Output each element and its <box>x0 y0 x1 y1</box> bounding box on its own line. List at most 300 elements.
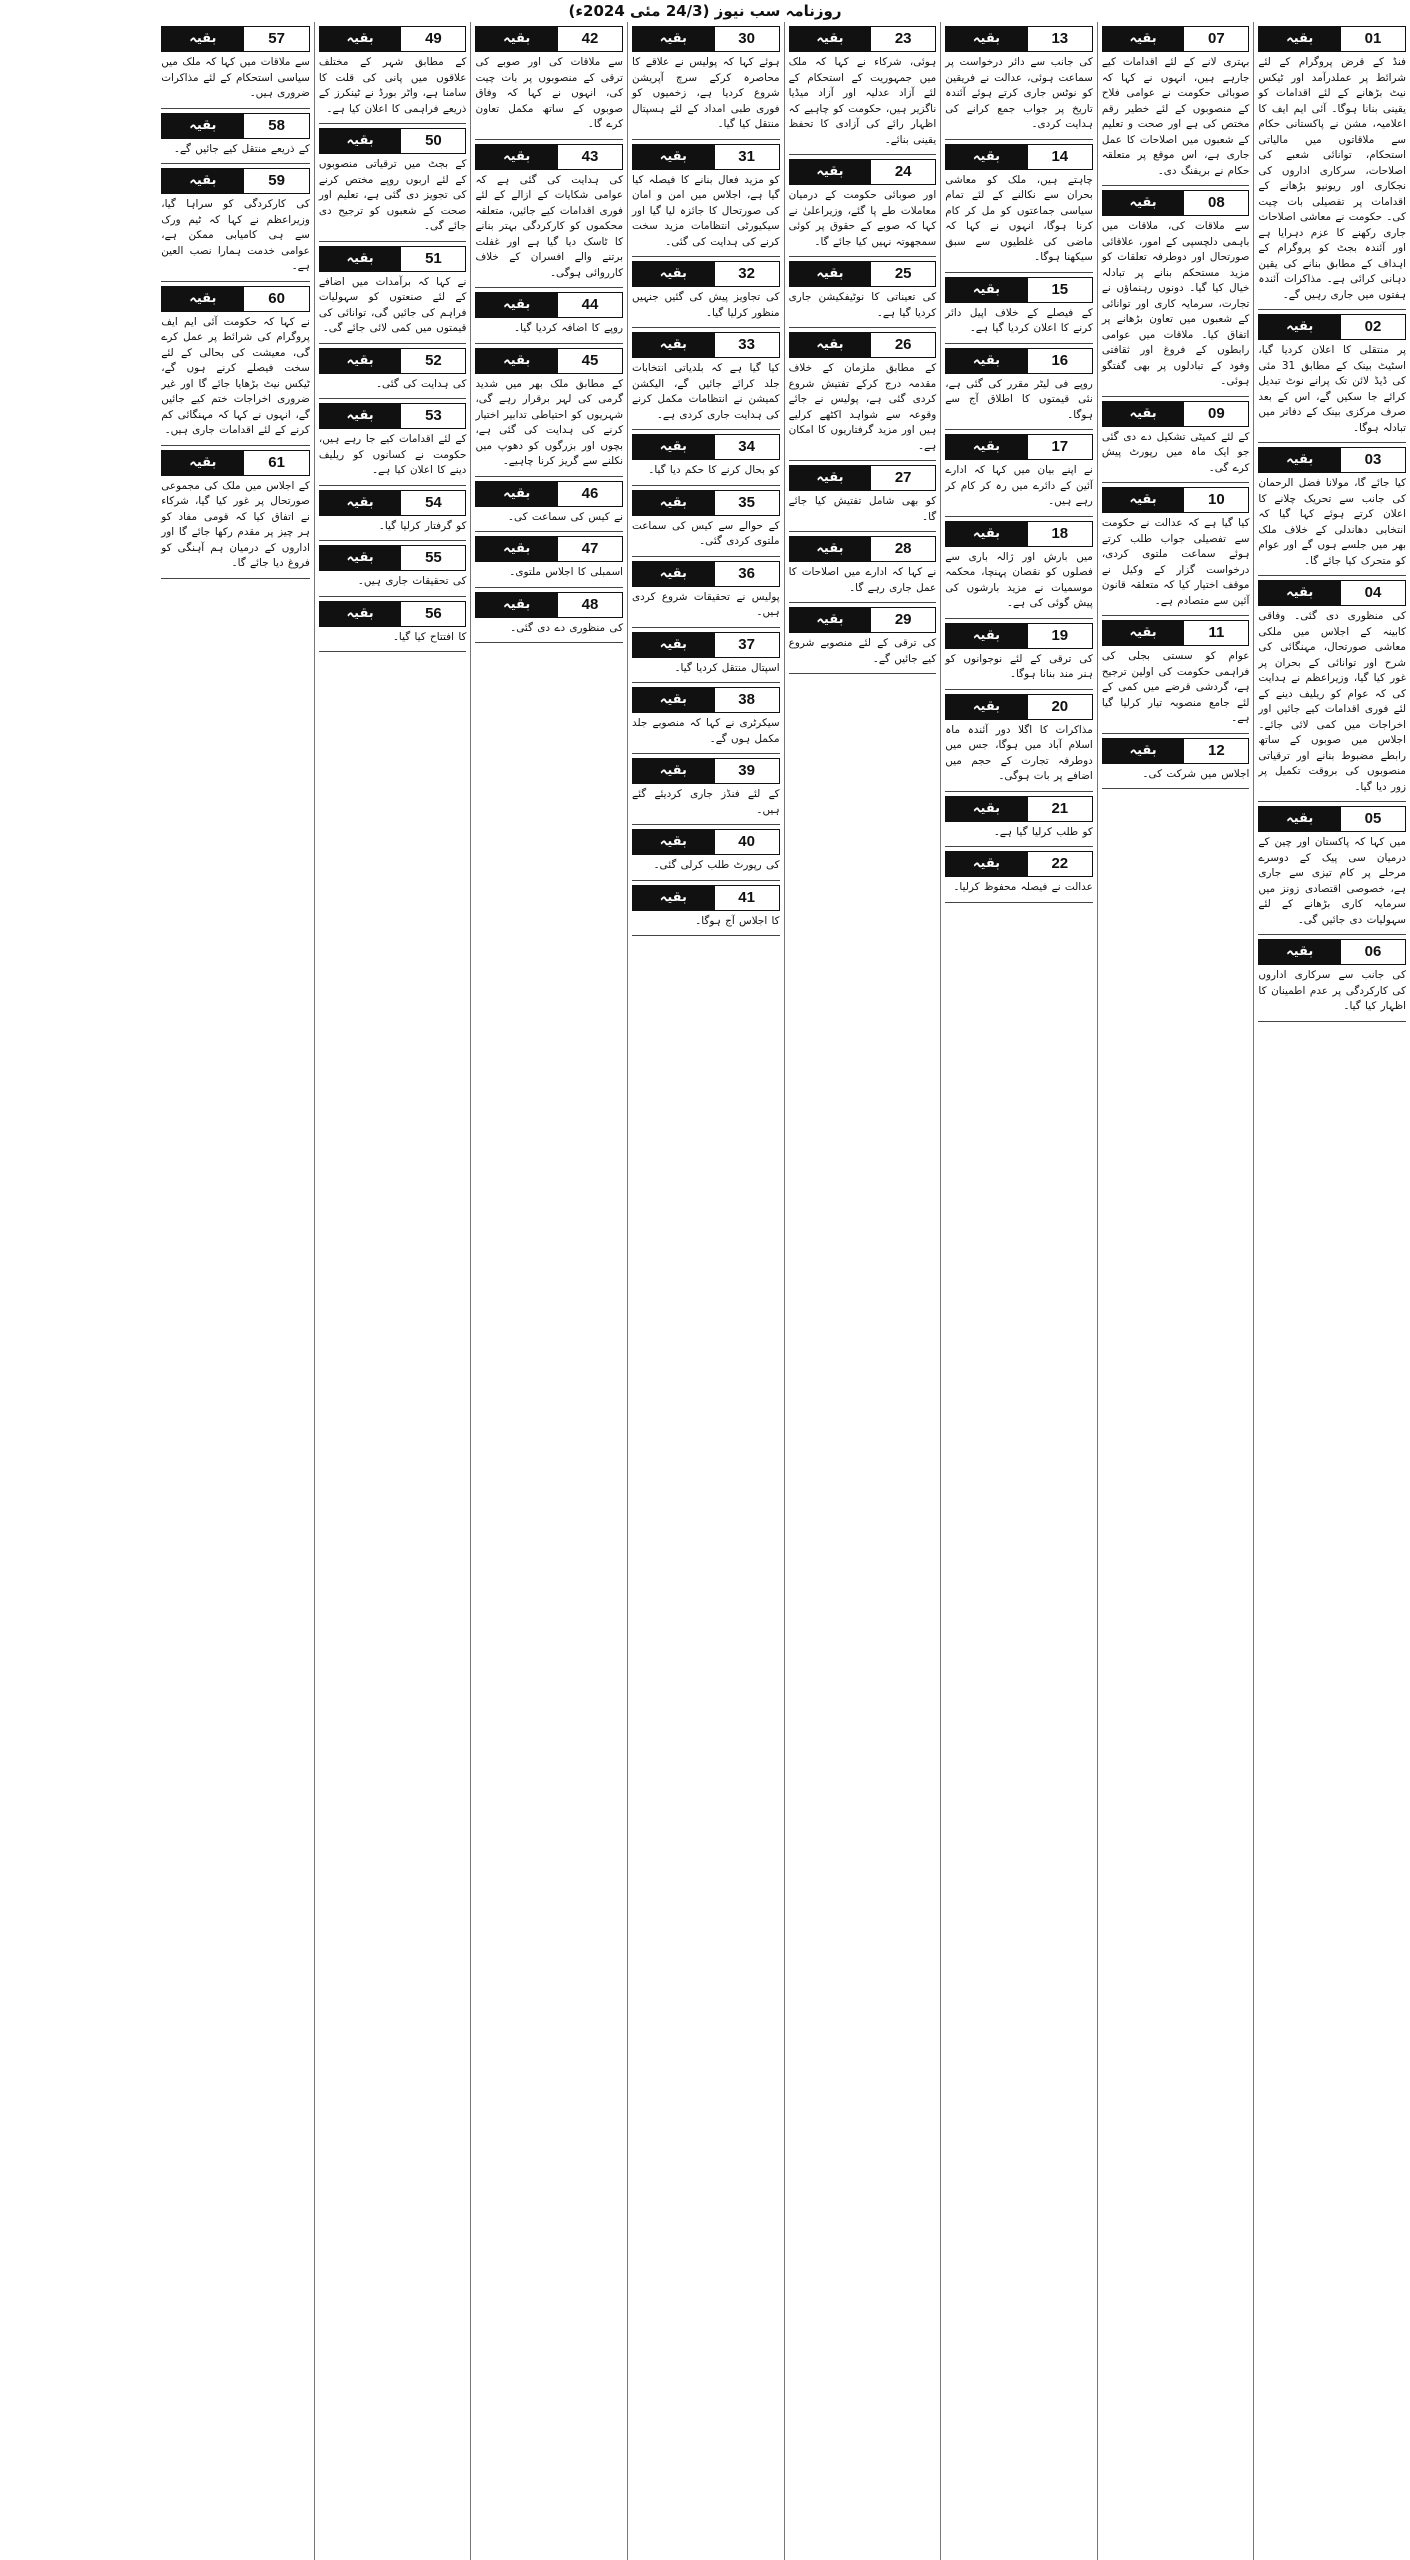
continuation-number: 51 <box>400 247 465 271</box>
continuation-header <box>945 144 1093 170</box>
continuation-text: سیکرٹری نے کہا کہ منصوبے جلد مکمل ہوں گے۔ <box>632 717 780 745</box>
block-divider <box>1102 185 1250 186</box>
continuation-label: بقیہ <box>162 451 243 475</box>
continuation-number: 06 <box>1340 940 1405 964</box>
continuation-number: 15 <box>1027 278 1092 302</box>
continuation-block <box>319 246 467 337</box>
continuation-text: کو بحال کرنے کا حکم دیا گیا۔ <box>648 464 780 476</box>
block-divider <box>945 791 1093 792</box>
continuation-label: بقیہ <box>633 759 714 783</box>
block-divider <box>632 753 780 754</box>
continuation-text: کیا جائے گا، مولانا فضل الرحمان کی جانب سے تحریک چلانے کا اعلان کرتے ہوئے کہا گیا کہ انتخابی دھاندلی کے خلاف ملک بھر میں جلسے ہوں گے اور عوام کو متحرک کیا جائے گا۔ <box>1258 477 1406 567</box>
block-divider <box>475 531 623 532</box>
continuation-text: کی منظوری دے دی گئی۔ <box>510 621 624 634</box>
continuation-label: بقیہ <box>790 262 871 286</box>
continuation-block <box>1102 401 1250 477</box>
continuation-text: نے کیس کی سماعت کی۔ <box>507 510 624 523</box>
continuation-label: بقیہ <box>1103 191 1184 215</box>
continuation-header <box>475 348 623 374</box>
continuation-label: بقیہ <box>162 287 243 311</box>
continuation-number: 05 <box>1340 807 1405 831</box>
block-divider <box>1102 788 1250 789</box>
continuation-number: 46 <box>557 482 622 506</box>
continuation-label: بقیہ <box>633 262 714 286</box>
block-divider <box>789 256 937 257</box>
continuation-block <box>1102 487 1250 609</box>
continuation-label: بقیہ <box>790 537 871 561</box>
continuation-label: بقیہ <box>476 293 557 317</box>
continuation-header <box>945 521 1093 547</box>
continuation-label: بقیہ <box>633 27 714 51</box>
page-column <box>314 22 471 2560</box>
continuation-block <box>319 601 467 646</box>
block-divider <box>319 485 467 486</box>
continuation-header <box>1258 447 1406 473</box>
block-divider <box>319 540 467 541</box>
continuation-number: 25 <box>870 262 935 286</box>
continuation-text: روپے فی لیٹر مقرر کی گئی ہے، نئی قیمتوں کا اطلاق آج سے ہوگا۔ <box>945 377 1093 421</box>
continuation-header <box>1258 26 1406 52</box>
continuation-number: 26 <box>870 333 935 357</box>
continuation-number: 11 <box>1183 621 1248 645</box>
continuation-block <box>1102 26 1250 179</box>
continuation-label: بقیہ <box>946 349 1027 373</box>
block-divider <box>1102 733 1250 734</box>
continuation-header <box>319 601 467 627</box>
continuation-block <box>632 434 780 479</box>
continuation-header <box>945 26 1093 52</box>
continuation-number: 22 <box>1027 852 1092 876</box>
continuation-block <box>161 286 310 439</box>
continuation-number: 13 <box>1027 27 1092 51</box>
continuation-header <box>475 536 623 562</box>
continuation-text: پر منتقلی کا اعلان کردیا گیا، اسٹیٹ بینک کے مطابق 31 مئی کی ڈیڈ لائن تک پرانے نوٹ تبدیل کرائے جا سکیں گے، اس کے بعد صرف مرکزی بینک کے دفاتر میں تبادلہ ہوگا۔ <box>1258 344 1406 434</box>
continuation-text: اور صوبائی حکومت کے درمیان معاملات طے پا گئے، وزیراعلیٰ نے کہا کہ صوبے کے حقوق پر کوئی سمجھوتہ نہیں کیا جائے گا۔ <box>788 189 937 248</box>
continuation-block <box>945 26 1093 133</box>
continuation-header <box>945 623 1093 649</box>
continuation-label: بقیہ <box>320 247 401 271</box>
continuation-header <box>632 434 780 460</box>
continuation-text: کو گرفتار کرلیا گیا۔ <box>378 519 467 532</box>
continuation-label: بقیہ <box>946 27 1027 51</box>
block-divider <box>632 327 780 328</box>
continuation-block <box>632 332 780 423</box>
continuation-text: سے ملاقات کی، ملاقات میں باہمی دلچسپی کے امور، علاقائی صورتحال اور دوطرفہ تعلقات کو مزید مستحکم بنانے پر تبادلہ خیال کیا گیا۔ دونوں رہنماؤں نے تجارت، سرمایہ کاری اور توانائی کے شعبوں میں تعاون بڑھانے پر اتفاق کیا۔ ملاقات میں عوامی رابطوں کے فروغ اور ثقافتی وفود کے تبادلوں پر بھی گفتگو ہوئی۔ <box>1101 220 1250 387</box>
continuation-block <box>475 592 623 637</box>
block-divider <box>632 682 780 683</box>
continuation-number: 36 <box>714 562 779 586</box>
continuation-number: 35 <box>714 491 779 515</box>
continuation-text: کی ہدایت کی گئی ہے کہ عوامی شکایات کے ازالے کے لئے فوری اقدامات کیے جائیں، متعلقہ محکموں کو کارکردگی بہتر بنانے کا ٹاسک دیا گیا ہے اور غفلت برتنے والے افسران کے خلاف کارروائی ہوگی۔ <box>475 173 624 279</box>
continuation-block <box>945 521 1093 612</box>
continuation-header <box>161 26 310 52</box>
continuation-block <box>945 144 1093 266</box>
continuation-block <box>632 829 780 874</box>
continuation-block <box>1258 580 1406 795</box>
continuation-text: میں کہا کہ پاکستان اور چین کے درمیان سی پیک کے دوسرے مرحلے پر کام تیزی سے جاری ہے، خصوصی اقتصادی زونز میں سرمایہ کاری بڑھانے کے لئے سہولیات دی جائیں گی۔ <box>1258 836 1406 926</box>
continuation-label: بقیہ <box>790 466 871 490</box>
continuation-number: 27 <box>870 466 935 490</box>
block-divider <box>1258 934 1406 935</box>
continuation-block <box>789 536 937 596</box>
continuation-block <box>161 26 310 102</box>
continuation-number: 41 <box>714 886 779 910</box>
block-divider <box>319 651 467 652</box>
continuation-text: کے مطابق ملک بھر میں شدید گرمی کی لہر برقرار رہے گی، شہریوں کو احتیاطی تدابیر اختیار کرنے کی ہدایت کی گئی ہے، بچوں اور بزرگوں کو دھوپ میں نکلنے سے گریز کرنا چاہیے۔ <box>475 377 624 467</box>
continuation-number: 53 <box>400 404 465 428</box>
continuation-text: کی ترقی کے لئے منصوبے شروع کیے جائیں گے۔ <box>788 637 937 665</box>
continuation-block <box>319 26 467 117</box>
continuation-header <box>475 26 623 52</box>
continuation-label: بقیہ <box>633 830 714 854</box>
block-divider <box>632 880 780 881</box>
continuation-block <box>475 348 623 470</box>
continuation-label: بقیہ <box>320 129 401 153</box>
continuation-number: 01 <box>1340 27 1405 51</box>
continuation-text: کے فیصلے کے خلاف اپیل دائر کرنے کا اعلان کردیا گیا ہے۔ <box>945 306 1093 334</box>
continuation-text: کے حوالے سے کیس کی سماعت ملتوی کردی گئی۔ <box>632 519 780 547</box>
continuation-block <box>475 144 623 282</box>
continuation-number: 21 <box>1027 797 1092 821</box>
continuation-label: بقیہ <box>633 562 714 586</box>
block-divider <box>1258 801 1406 802</box>
continuation-text: نے کہا کہ ادارے میں اصلاحات کا عمل جاری رہے گا۔ <box>788 566 937 594</box>
continuation-number: 08 <box>1183 191 1248 215</box>
block-divider <box>632 139 780 140</box>
continuation-label: بقیہ <box>320 546 401 570</box>
page-column <box>1097 22 1254 2560</box>
block-divider <box>319 596 467 597</box>
continuation-block <box>1258 939 1406 1015</box>
continuation-text: بہتری لانے کے لئے اقدامات کیے جارہے ہیں، انہوں نے کہا کہ صوبائی حکومت نے عوامی فلاح کے منصوبوں کے لئے خطیر رقم مختص کی ہے اور صحت و تعلیم کے شعبوں میں اصلاحات کا عمل جاری ہے، اس موقع پر متعلقہ حکام نے بریفنگ دی۔ <box>1101 56 1250 177</box>
continuation-header <box>945 348 1093 374</box>
page-column <box>1253 22 1410 2560</box>
continuation-text: کی جانب سے سرکاری اداروں کی کارکردگی پر عدم اطمینان کا اظہار کیا گیا۔ <box>1258 969 1406 1012</box>
continuation-text: کے اجلاس میں ملک کی مجموعی صورتحال پر غور کیا گیا، شرکاء نے اتفاق کیا کہ قومی مفاد کو ہر چیز پر مقدم رکھا جائے گا اور اداروں کے درمیان ہم آہنگی کو فروغ دیا جائے گا۔ <box>161 479 310 569</box>
continuation-label: بقیہ <box>946 435 1027 459</box>
continuation-number: 30 <box>714 27 779 51</box>
continuation-text: کے مطابق شہر کے مختلف علاقوں میں پانی کی قلت کا سامنا ہے، واٹر بورڈ نے ٹینکرز کے ذریعے فراہمی کا اعلان کیا ہے۔ <box>318 56 467 115</box>
continuation-number: 57 <box>243 27 309 51</box>
continuation-number: 39 <box>714 759 779 783</box>
continuation-number: 14 <box>1027 145 1092 169</box>
continuation-text: عوام کو سستی بجلی کی فراہمی حکومت کی اولین ترجیح ہے، گردشی قرضے میں کمی کے لئے جامع منصوبہ تیار کرلیا گیا ہے۔ <box>1101 650 1250 724</box>
continuation-label: بقیہ <box>1103 27 1184 51</box>
continuation-header <box>789 536 937 562</box>
continuation-number: 34 <box>714 435 779 459</box>
block-divider <box>945 846 1093 847</box>
continuation-header <box>632 144 780 170</box>
continuation-header <box>632 26 780 52</box>
continuation-label: بقیہ <box>1259 448 1340 472</box>
block-divider <box>632 824 780 825</box>
continuation-block <box>789 332 937 454</box>
continuation-number: 42 <box>557 27 622 51</box>
block-divider <box>945 429 1093 430</box>
continuation-label: بقیہ <box>633 435 714 459</box>
continuation-number: 18 <box>1027 522 1092 546</box>
continuation-label: بقیہ <box>1259 940 1340 964</box>
continuation-text: کی تجاویز پیش کی گئیں جنہیں منظور کرلیا گیا۔ <box>632 291 780 319</box>
block-divider <box>1102 615 1250 616</box>
continuation-block <box>632 561 780 621</box>
continuation-block <box>161 113 310 158</box>
continuation-header <box>1258 314 1406 340</box>
continuation-block <box>945 277 1093 337</box>
continuation-block <box>161 450 310 572</box>
continuation-block <box>475 481 623 526</box>
continuation-block <box>632 490 780 550</box>
continuation-text: نے کہا کہ برآمدات میں اضافے کے لئے صنعتوں کو سہولیات فراہم کی جائیں گی، توانائی کی قیمتوں میں کمی لائی جائے گی۔ <box>318 275 467 334</box>
continuation-text: کے لئے اقدامات کیے جا رہے ہیں، حکومت نے کسانوں کو ریلیف دینے کا اعلان کیا ہے۔ <box>318 433 467 476</box>
continuation-header <box>632 332 780 358</box>
continuation-number: 55 <box>400 546 465 570</box>
continuation-number: 02 <box>1340 315 1405 339</box>
continuation-number: 20 <box>1027 695 1092 719</box>
continuation-text: کے ذریعے منتقل کیے جائیں گے۔ <box>173 142 310 155</box>
continuation-header <box>161 168 310 194</box>
continuation-text: کی ترقی کے لئے نوجوانوں کو ہنر مند بنانا ہوگا۔ <box>945 652 1093 680</box>
continuation-header <box>632 829 780 855</box>
continuation-block <box>632 26 780 133</box>
continuation-label: بقیہ <box>790 333 871 357</box>
continuation-label: بقیہ <box>1103 621 1184 645</box>
continuation-block <box>632 885 780 930</box>
newspaper-dateline: روزنامہ سب نیوز (24/3 مئی 2024ء) <box>568 2 842 20</box>
continuation-block <box>1258 314 1406 436</box>
continuation-label: بقیہ <box>320 349 401 373</box>
continuation-number: 24 <box>870 160 935 184</box>
continuation-label: بقیہ <box>946 278 1027 302</box>
continuation-text: اسمبلی کا اجلاس ملتوی۔ <box>509 566 624 578</box>
continuation-label: بقیہ <box>633 886 714 910</box>
block-divider <box>632 485 780 486</box>
continuation-number: 61 <box>243 451 309 475</box>
continuation-text: کے لئے کمیٹی تشکیل دے دی گئی جو ایک ماہ میں رپورٹ پیش کرے گی۔ <box>1101 430 1250 474</box>
continuation-text: کے مطابق ملزمان کے خلاف مقدمہ درج کرکے تفتیش شروع کردی گئی ہے، پولیس نے جائے وقوعہ سے شواہد اکٹھے کرلیے ہیں اور مزید گرفتاریوں کا امکان ہے۔ <box>788 362 937 452</box>
block-divider <box>789 602 937 603</box>
continuation-header <box>319 246 467 272</box>
continuation-block <box>1258 806 1406 928</box>
continuation-number: 56 <box>400 602 465 626</box>
continuation-label: بقیہ <box>1259 315 1340 339</box>
continuation-text: کی رپورٹ طلب کرلی گئی۔ <box>653 859 780 871</box>
continuation-header <box>1258 939 1406 965</box>
continuation-label: بقیہ <box>320 27 401 51</box>
continuation-text: چاہتے ہیں، ملک کو معاشی بحران سے نکالنے کے لئے تمام سیاسی جماعتوں کو مل کر کام کرنا ہوگا، انہوں نے کہا کہ ماضی کی غلطیوں سے سبق سیکھنا ہوگا۔ <box>945 173 1093 263</box>
block-divider <box>632 429 780 430</box>
continuation-block <box>945 348 1093 424</box>
continuation-label: بقیہ <box>633 145 714 169</box>
continuation-text: کی تعیناتی کا نوٹیفکیشن جاری کردیا گیا ہے۔ <box>788 291 937 319</box>
continuation-block <box>1102 190 1250 390</box>
continuation-number: 23 <box>870 27 935 51</box>
block-divider <box>789 327 937 328</box>
continuation-block <box>632 632 780 677</box>
continuation-number: 04 <box>1340 581 1405 605</box>
block-divider <box>632 627 780 628</box>
continuation-label: بقیہ <box>633 633 714 657</box>
continuation-label: بقیہ <box>162 169 243 193</box>
continuation-block <box>945 694 1093 785</box>
block-divider <box>475 287 623 288</box>
block-divider <box>475 139 623 140</box>
continuation-text: کا اجلاس آج ہوگا۔ <box>695 914 780 927</box>
continuation-label: بقیہ <box>946 695 1027 719</box>
continuation-number: 28 <box>870 537 935 561</box>
block-divider <box>319 343 467 344</box>
continuation-header <box>1102 26 1250 52</box>
continuation-number: 31 <box>714 145 779 169</box>
continuation-block <box>789 26 937 148</box>
continuation-label: بقیہ <box>1259 581 1340 605</box>
continuation-number: 29 <box>870 608 935 632</box>
continuation-block <box>475 536 623 581</box>
continuation-header <box>945 851 1093 877</box>
continuation-columns <box>0 22 1410 2560</box>
block-divider <box>789 531 937 532</box>
continuation-label: بقیہ <box>1103 402 1184 426</box>
continuation-text: پولیس نے تحقیقات شروع کردی ہیں۔ <box>632 590 780 618</box>
continuation-text: روپے کا اضافہ کردیا گیا۔ <box>514 322 624 334</box>
block-divider <box>161 578 310 579</box>
continuation-block <box>945 623 1093 683</box>
continuation-number: 16 <box>1027 349 1092 373</box>
continuation-number: 58 <box>243 114 309 138</box>
continuation-header <box>1102 738 1250 764</box>
continuation-number: 07 <box>1183 27 1248 51</box>
continuation-text: عدالت نے فیصلہ محفوظ کرلیا۔ <box>953 881 1093 893</box>
continuation-label: بقیہ <box>946 797 1027 821</box>
continuation-number: 33 <box>714 333 779 357</box>
continuation-number: 59 <box>243 169 309 193</box>
continuation-number: 47 <box>557 537 622 561</box>
continuation-header <box>789 607 937 633</box>
continuation-header <box>475 481 623 507</box>
continuation-text: نے اپنے بیان میں کہا کہ ادارے آئین کے دائرے میں رہ کر کام کر رہے ہیں۔ <box>945 464 1093 507</box>
page-column <box>940 22 1097 2560</box>
continuation-header <box>632 758 780 784</box>
block-divider <box>475 587 623 588</box>
block-divider <box>1102 396 1250 397</box>
continuation-text: فنڈ کے قرض پروگرام کے لئے شرائط پر عملدرآمد اور ٹیکس نیٹ بڑھانے کے لئے اقدامات کو یقینی بنانا ہوگا۔ آئی ایم ایف کا اعلامیہ، مشن نے پاکستانی حکام سے ملاقاتوں میں مالیاتی استحکام، توانائی شعبے کی اصلاحات، سرکاری اداروں کی نجکاری اور ریونیو بڑھانے کے اقدامات پر تفصیلی بات چیت کی۔ حکومت نے معاشی اصلاحات جاری رکھنے کا عزم دہرایا ہے اور آئندہ بجٹ کو پروگرام کے اہداف کے مطابق بنانے کی یقین دہانی کرائی ہے۔ مذاکرات آئندہ ہفتوں میں جاری رہیں گے۔ <box>1258 56 1406 301</box>
continuation-header <box>161 286 310 312</box>
block-divider <box>161 281 310 282</box>
block-divider <box>945 618 1093 619</box>
continuation-label: بقیہ <box>633 491 714 515</box>
block-divider <box>319 398 467 399</box>
continuation-text: اسپتال منتقل کردیا گیا۔ <box>674 661 780 674</box>
continuation-header <box>632 490 780 516</box>
continuation-block <box>789 261 937 321</box>
block-divider <box>945 516 1093 517</box>
continuation-label: بقیہ <box>320 602 401 626</box>
block-divider <box>789 673 937 674</box>
continuation-header <box>945 277 1093 303</box>
continuation-header <box>475 592 623 618</box>
block-divider <box>475 642 623 643</box>
continuation-label: بقیہ <box>476 537 557 561</box>
block-divider <box>632 935 780 936</box>
block-divider <box>945 902 1093 903</box>
continuation-label: بقیہ <box>476 145 557 169</box>
continuation-header <box>945 796 1093 822</box>
continuation-number: 48 <box>557 593 622 617</box>
continuation-header <box>161 113 310 139</box>
continuation-block <box>319 545 467 590</box>
continuation-text: کا افتتاح کیا گیا۔ <box>392 630 467 643</box>
continuation-number: 19 <box>1027 624 1092 648</box>
page-column <box>470 22 627 2560</box>
continuation-number: 37 <box>714 633 779 657</box>
continuation-label: بقیہ <box>1259 807 1340 831</box>
continuation-block <box>1258 26 1406 303</box>
block-divider <box>1258 1021 1406 1022</box>
continuation-label: بقیہ <box>1103 488 1184 512</box>
page-column <box>627 22 784 2560</box>
continuation-text: کی تحقیقات جاری ہیں۔ <box>357 575 467 587</box>
continuation-text: کو طلب کرلیا گیا ہے۔ <box>993 825 1093 838</box>
continuation-block <box>632 261 780 321</box>
continuation-header <box>632 632 780 658</box>
continuation-label: بقیہ <box>946 522 1027 546</box>
continuation-header <box>161 450 310 476</box>
continuation-block <box>319 490 467 535</box>
continuation-number: 38 <box>714 688 779 712</box>
continuation-text: کو مزید فعال بنانے کا فیصلہ کیا گیا ہے، اجلاس میں امن و امان کی صورتحال کا جائزہ لیا گیا اور سیکیورٹی انتظامات مزید سخت کرنے کی ہدایت کی گئی۔ <box>632 173 780 248</box>
continuation-label: بقیہ <box>476 349 557 373</box>
continuation-text: کے بجٹ میں ترقیاتی منصوبوں کے لئے اربوں روپے مختص کرنے کی تجویز دی گئی ہے، تعلیم اور صحت کے شعبوں کو ترجیح دی جائے گی۔ <box>318 158 467 232</box>
continuation-header <box>632 687 780 713</box>
continuation-text: کی کارکردگی کو سراہا گیا، وزیراعظم نے کہا کہ ٹیم ورک سے ہی کامیابی ممکن ہے، عوامی خدمت ہمارا نصب العین ہے۔ <box>161 198 310 272</box>
continuation-number: 43 <box>557 145 622 169</box>
continuation-header <box>945 694 1093 720</box>
continuation-text: کی جانب سے دائر درخواست پر سماعت ہوئی، عدالت نے فریقین کو نوٹس جاری کرتے ہوئے آئندہ تاریخ پر جواب جمع کرانے کی ہدایت کردی۔ <box>945 56 1093 130</box>
continuation-header <box>319 403 467 429</box>
continuation-number: 52 <box>400 349 465 373</box>
continuation-text: مذاکرات کا اگلا دور آئندہ ماہ اسلام آباد میں ہوگا، جس میں دوطرفہ تجارت کے حجم میں اضافے پر بات ہوگی۔ <box>945 723 1093 782</box>
continuation-header <box>789 465 937 491</box>
continuation-header <box>632 561 780 587</box>
block-divider <box>1102 482 1250 483</box>
block-divider <box>161 163 310 164</box>
continuation-block <box>632 144 780 251</box>
continuation-number: 60 <box>243 287 309 311</box>
continuation-number: 12 <box>1183 739 1248 763</box>
continuation-number: 50 <box>400 129 465 153</box>
continuation-block <box>475 292 623 337</box>
continuation-text: نے کہا کہ حکومت آئی ایم ایف پروگرام کی شرائط پر عمل کرے گی، معیشت کی بحالی کے لئے سخت فیصلے کرنے ہوں گے، ٹیکس نیٹ بڑھایا جائے گا اور غیر ضروری اخراجات ختم کیے جائیں گے، انہوں نے کہا کہ مہنگائی کم کرنے کے لئے اقدامات جاری ہیں۔ <box>161 315 310 436</box>
continuation-label: بقیہ <box>320 404 401 428</box>
continuation-header <box>945 434 1093 460</box>
continuation-label: بقیہ <box>476 593 557 617</box>
continuation-text: ہوئی، شرکاء نے کہا کہ ملک میں جمہوریت کے استحکام کے لئے آزاد عدلیہ اور آزاد میڈیا ناگزیر ہیں، حکومت کو چاہیے کہ اظہار رائے کی آزادی کا تحفظ یقینی بنائے۔ <box>788 56 937 146</box>
block-divider <box>632 556 780 557</box>
page-column <box>157 22 314 2560</box>
continuation-number: 09 <box>1183 402 1248 426</box>
continuation-header <box>632 261 780 287</box>
continuation-number: 45 <box>557 349 622 373</box>
block-divider <box>1258 575 1406 576</box>
block-divider <box>1258 309 1406 310</box>
block-divider <box>789 154 937 155</box>
continuation-label: بقیہ <box>162 27 243 51</box>
continuation-text: میں بارش اور ژالہ باری سے فصلوں کو نقصان پہنچا، محکمہ موسمیات نے مزید بارشوں کی پیش گوئی کی ہے۔ <box>945 550 1093 609</box>
continuation-header <box>1102 487 1250 513</box>
continuation-header <box>1258 580 1406 606</box>
continuation-label: بقیہ <box>320 491 401 515</box>
block-divider <box>319 123 467 124</box>
